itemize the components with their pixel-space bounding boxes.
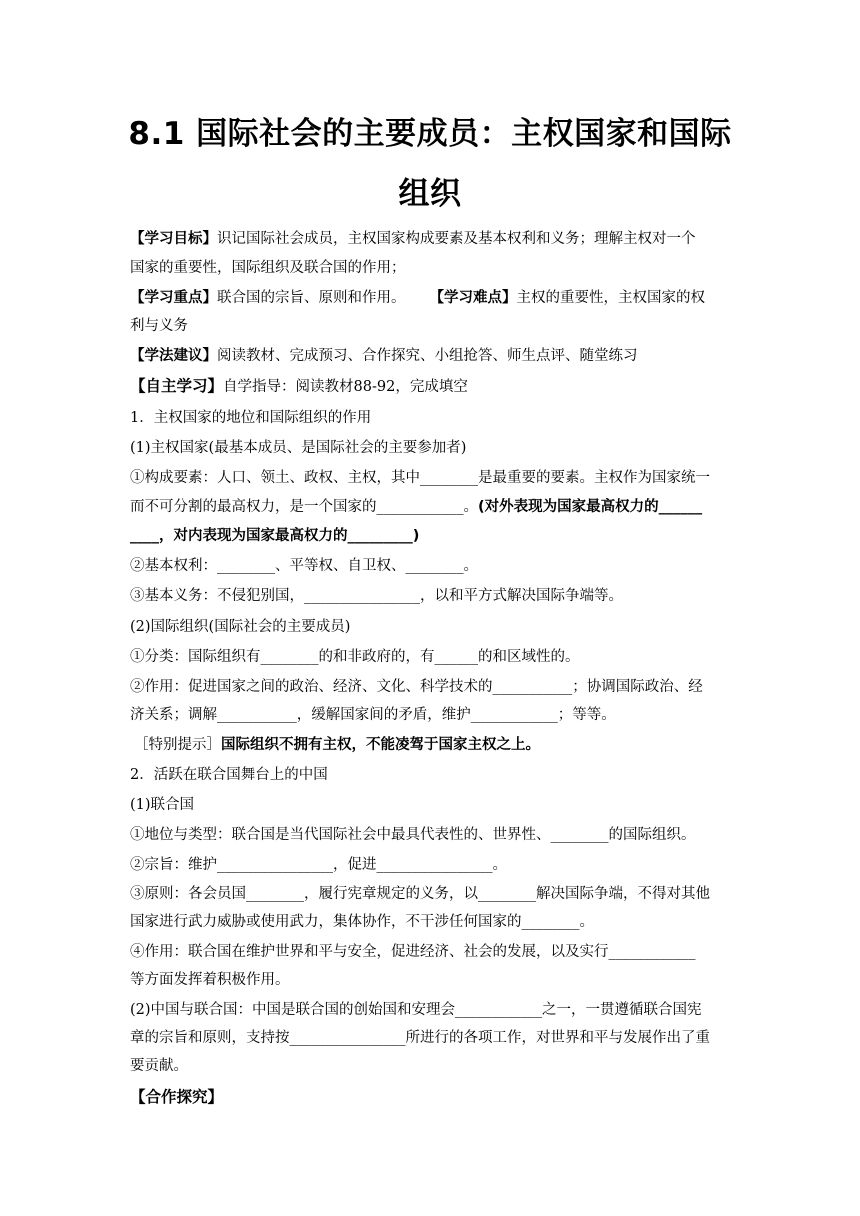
learning-hard-text: 主权的重要性，主权国家的权 xyxy=(516,290,705,306)
section2-p4b: 等方面发挥着积极作用。 xyxy=(130,972,290,988)
section1-p5a: ②作用：促进国家之间的政治、经济、文化、科学技术的___________；协调国际政治、经 xyxy=(130,679,703,695)
self-study-tag: 【自主学习】 xyxy=(130,377,224,395)
learning-key xyxy=(130,288,730,308)
section1-sub2: (2)国际组织(国际社会的主要成员) xyxy=(130,619,351,635)
section1-p3: ③基本义务：不侵犯别国，________________，以和平方式解决国际争端等。 xyxy=(130,588,623,604)
learning-method-text: 阅读教材、完成预习、合作探究、小组抢答、师生点评、随堂练习 xyxy=(217,348,638,364)
learning-key-tag: 【学习重点】 xyxy=(130,290,217,306)
self-study xyxy=(130,376,730,397)
cooperate-heading: 【合作探究】 xyxy=(130,1088,224,1106)
section1-heading: 1．主权国家的地位和国际组织的作用 xyxy=(130,410,372,426)
learning-method xyxy=(130,346,730,366)
section1-p1b-text: 而不可分割的最高权力，是一个国家的____________。 xyxy=(130,499,478,515)
page-title-line-1: 8.1 国际社会的主要成员：主权国家和国际 xyxy=(128,116,732,152)
section1-p2: ②基本权利：________、平等权、自卫权、________。 xyxy=(130,558,478,574)
special-tip-text: 国际组织不拥有主权，不能凌驾于国家主权之上。 xyxy=(221,737,540,753)
section2-p3a: ③原则：各会员国________，履行宪章规定的义务，以________解决国际争端，不得对其他 xyxy=(130,886,710,902)
special-tip xyxy=(134,735,734,755)
self-study-text: 自学指导：阅读教材88-92，完成填空 xyxy=(223,379,468,395)
section2-heading: 2．活跃在联合国舞台上的中国 xyxy=(130,767,328,783)
learning-hard-tag: 【学习难点】 xyxy=(429,290,517,306)
section1-p1b-bold: (对外表现为国家最高权力的______ xyxy=(478,499,703,515)
section2-p5b: 章的宗旨和原则，支持按________________所进行的各项工作，对世界和平与发展作出了重 xyxy=(130,1030,710,1046)
learning-goal xyxy=(130,229,730,249)
section1-p5b: 济关系；调解___________，缓解国家间的矛盾，维护____________；等等。 xyxy=(130,707,616,723)
section2-p1: ①地位与类型：联合国是当代国际社会中最具代表性的、世界性、________的国际组织。 xyxy=(130,827,696,843)
section2-p5a: (2)中国与联合国：中国是联合国的创始国和安理会____________之一，一贯遵循联合国宪 xyxy=(130,1002,702,1018)
learning-goal-tag: 【学习目标】 xyxy=(130,231,217,247)
section2-p4a: ④作用：联合国在维护世界和平与安全，促进经济、社会的发展，以及实行____________ xyxy=(130,944,696,960)
section2-p5c: 要贡献。 xyxy=(130,1058,188,1074)
page-title-line-2: 组织 xyxy=(398,176,462,212)
special-tip-tag: ［特别提示］ xyxy=(134,737,221,753)
section1-p4: ①分类：国际组织有________的和非政府的，有______的和区域性的。 xyxy=(130,649,580,665)
learning-goal-cont: 国家的重要性，国际组织及联合国的作用； xyxy=(130,260,406,276)
section2-p3b: 国家进行武力威胁或使用武力，集体协作，不干涉任何国家的________。 xyxy=(130,914,594,930)
section1-p1b xyxy=(130,497,730,517)
learning-goal-text: 识记国际社会成员，主权国家构成要素及基本权利和义务；理解主权对一个 xyxy=(217,231,696,247)
section1-p1a: ①构成要素：人口、领土、政权、主权，其中________是最重要的要素。主权作为国家统一 xyxy=(130,470,710,486)
section2-p2: ②宗旨：维护________________，促进________________。 xyxy=(130,857,507,873)
learning-method-tag: 【学法建议】 xyxy=(130,348,217,364)
learning-hard-cont: 利与义务 xyxy=(130,318,188,334)
section1-sub1: (1)主权国家(最基本成员、是国际社会的主要参加者) xyxy=(130,440,467,456)
learning-key-text: 联合国的宗旨、原则和作用。 xyxy=(217,290,406,306)
section1-p1c: ____，对内表现为国家最高权力的_________) xyxy=(130,528,420,544)
section2-sub1: (1)联合国 xyxy=(130,797,195,813)
